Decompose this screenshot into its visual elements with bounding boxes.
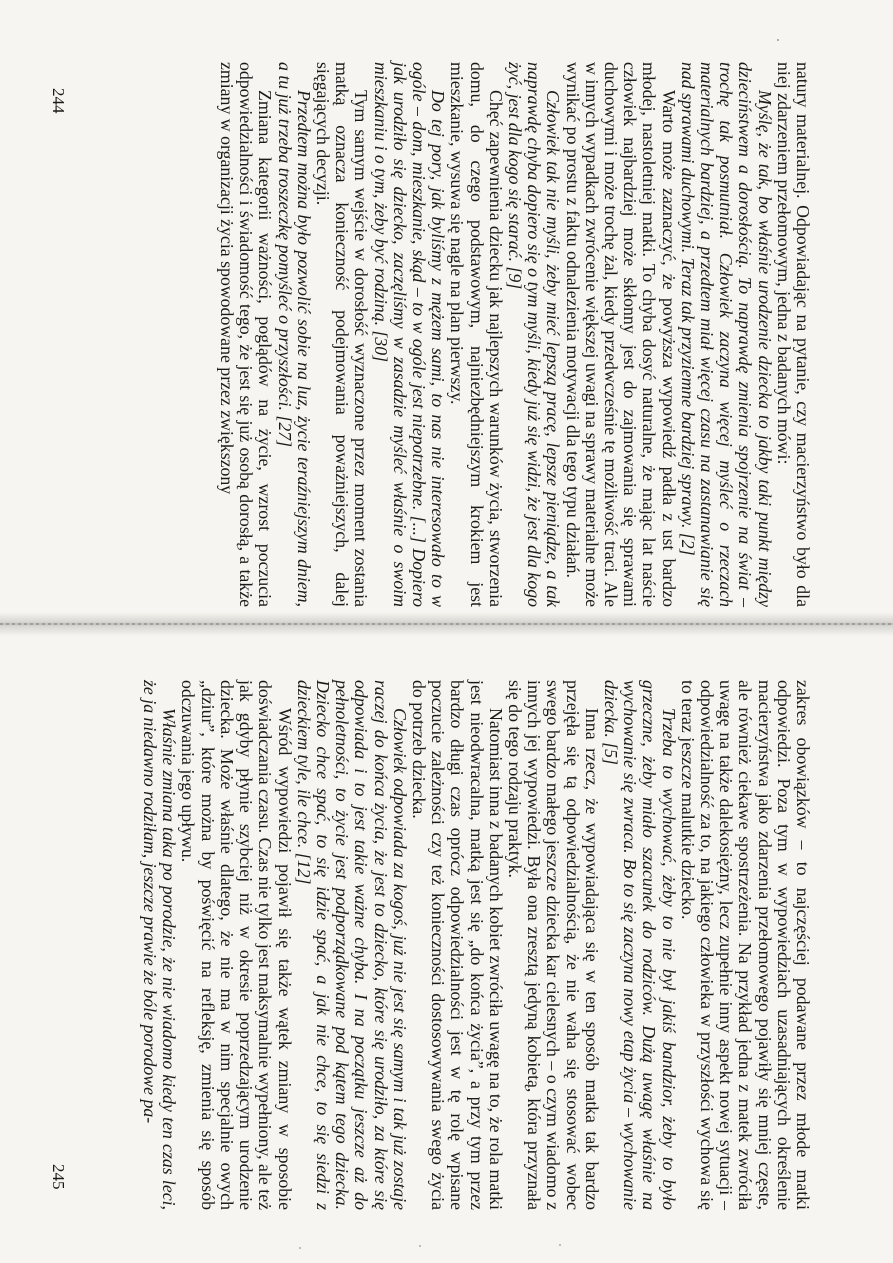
quote-paragraph: Przedtem można było pozwolić sobie na luz, życie teraźniejszym dniem, a tu już trzeba troszeczkę pomyśleć o przyszłości. [27]: [274, 62, 314, 607]
quote-paragraph: Trzeba to wychować, żeby to nie był jakiś bandzior, żeby to było grzeczne, żeby miało szacunek do rodziców. Dużą uwagę właśnie na wychowanie się zwraca. Bo to się zaczyna nowy etap życia – wychowanie dziecka. [5]: [600, 680, 679, 1210]
page-right: [80, 680, 812, 1210]
quote-paragraph: Człowiek odpowiada za kogoś, już nie jest się samym i tak już zostaje raczej do końca życia, że jest to dziecko, które się urodziło, za które się odpowiada i to jest takie ważne chyba. I na początku jeszcze aż do pełnoletności, to życie jest podporządkowane pod kątem tego dziecka. Dziecko chce spać, to się idzie spać, a jak nie chce, to się siedzi z dzieckiem tyle, ile chce. [12]: [293, 680, 410, 1210]
quote-paragraph: Właśnie zmiana taka po porodzie, że nie wiadomo kiedy ten czas leci, że ja niedawno rodziłam, jeszcze prawie że bóle porodowe pa-: [140, 680, 180, 1210]
body-paragraph: Natomiast inna z badanych kobiet zwróciła uwagę na to, że rola matki jest nieodwracalna, matką jest się „do końca życia”, a przy tym przez bardzo długi czas oprócz odpowiedzialności jest w tę rolę wpisane poczucie zależności czy też konieczności dostosowywania swego życia do potrzeb dziecka.: [408, 680, 506, 1210]
body-paragraph: Inna rzecz, że wypowiadająca się w ten sposób matka tak bardzo przejęła się tą odpowiedzialnością, że nie waha się stosować wobec swego bardzo małego jeszcze dziecka kar cielesnych – o czym wiadomo z innych jej wypowiedzi. Była ona zresztą jedyną kobietą, która przyznała się do tego rodzaju praktyk.: [504, 680, 602, 1210]
body-paragraph: Warto może zaznaczyć, że powyższa wypowiedź padła z ust bardzo młodej, nastoletniej matki. To chyba dosyć naturalne, że mając lat naście człowiek najbardziej może skłonny jest do zajmowania się sprawami duchowymi i może trochę żal, kiedy przedwcześnie tę możliwość traci. Ale w innych wypadkach zwrócenie większej uwagi na sprawy materialne może wynikać po prostu z faktu odnalezienia motywacji dla tego typu działań.: [562, 62, 679, 607]
page-left-text: [217, 62, 812, 607]
page-number-left: 244: [49, 88, 68, 114]
body-paragraph: Chęć zapewnienia dziecku jak najlepszych warunków życia, stworzenia domu, do czego podstawowym, najniezbędniejszym krokiem jest mieszkanie, wysuwa się nagle na plan pierwszy.: [447, 62, 506, 607]
body-paragraph: Zmiana kategorii ważności, poglądów na życie, wzrost poczucia odpowiedzialności i świadomość tego, że jest się już osobą dorosłą, a także zmiany w organizacji życia spowodowane przez zwiększony: [216, 62, 276, 607]
page-right-text: [140, 680, 812, 1210]
quote-paragraph: Myślę, że tak, bo właśnie urodzenie dziecka to jakby taki punkt między dzieciństwem a dorosłością. To naprawdę zmienia spojrzenie na świat – trochę tak posmutniał. Człowiek zaczyna więcej myśleć o rzeczach materialnych bardziej, a przedtem miał więcej czasu na zastanawianie się nad sprawami duchowymi. Teraz tak przyziemne bardziej sprawy. [2]: [677, 62, 775, 607]
body-paragraph: natury materialnej. Odpowiadając na pytanie, czy macierzyństwo było dla niej zdarzeniem przełomowym, jedna z badanych mówi:: [773, 62, 813, 607]
quote-paragraph: Do tej pory, jak byliśmy z mężem sami, to nas nie interesowało to w ogóle – dom, mieszkanie, skąd – to w ogóle jest niepotrzebne. [...] Dopiero jak urodziło się dziecko, zaczęliśmy w zasadzie myśleć właśnie o swoim mieszkaniu i o tym, żeby być rodziną. [30]: [370, 62, 449, 607]
body-paragraph: Wśród wypowiedzi pojawił się także wątek zmiany w sposobie doświadczania czasu. Czas nie tylko jest maksymalnie wypełniony, ale też jak gdyby płynie szybciej niż w okresie poprzedzającym urodzenie dziecka. Może właśnie dlatego, że nie ma w nim specjalnie owych „dziur”, które można by poświęcić na refleksję, zmienia się sposób odczuwania jego upływu.: [178, 680, 295, 1210]
body-paragraph: Tym samym wejście w dorosłość wyznaczone przez moment zostania matką oznacza konieczność podejmowania poważniejszych, dalej sięgających decyzji.: [312, 62, 372, 607]
page-number-right: 245: [49, 1164, 68, 1190]
gutter-line: [0, 623, 893, 625]
page-left: [80, 62, 812, 607]
body-paragraph: zakres obowiązków – to najczęściej podawane przez młode matki odpowiedzi. Poza tym w wypowiedziach uzasadniających określenie macierzyństwa jako zdarzenia przełomowego pojawiły się mniej częste, ale również ciekawe spostrzeżenia. Na przykład jedna z matek zwróciła uwagę na także dalekosiężny, lecz zupełnie inny aspekt nowej sytuacji – odpowiedzialność za to, na jakiego człowieka w przyszłości wychowa się to teraz jeszcze malutkie dziecko.: [677, 680, 813, 1210]
quote-paragraph: Człowiek tak nie myśli, żeby mieć lepszą pracę, lepsze pieniądze, a tak naprawdę chyba dopiero się o tym myśli, kiedy już się widzi, że jest dla kogo żyć, jest dla kogo się starać. [9]: [504, 62, 564, 607]
